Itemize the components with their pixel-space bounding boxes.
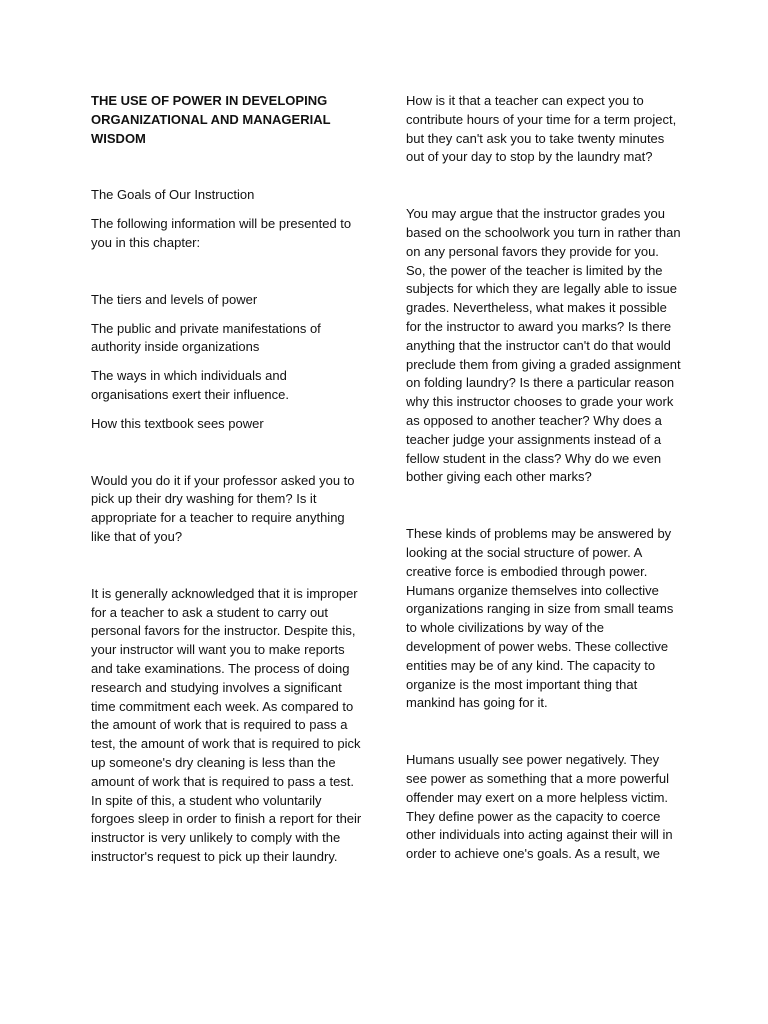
paragraph: Would you do it if your professor asked you to pick up their dry washing for them? Is it appropriate for a teacher to require anything like that of you? — [91, 472, 355, 544]
paragraph: It is generally acknowledged that it is improper for a teacher to ask a student to carry out personal favors for the instructor. Despite this, your instructor will want you to make reports and take examinations. The process of doing research and studying involves a significant time commitment each week. As compared to the amount of work that is required to pass a test, the amount of work that is required to pick up someone's dry cleaning is less than the amount of work that is required to pass a test. In spite of this, a student who voluntarily forgoes sleep in order to finish a report for their instructor is very unlikely to comply with the instructor's request to pick up their laundry. — [91, 585, 362, 864]
list-item: The ways in which individuals and organisations exert their influence. — [91, 368, 290, 402]
paragraph: How is it that a teacher can expect you to contribute hours of your time for a term project, but they can't ask you to take twenty minutes out of your day to stop by the laundry mat? — [406, 93, 677, 165]
section-heading: The Goals of Our Instruction — [91, 187, 255, 203]
right-column — [406, 92, 682, 864]
paragraph: You may argue that the instructor grades you based on the schoolwork you turn in rather than on any personal favors they provide for you. So, the power of the teacher is limited by the subjects for which they are legally able to issue grades. Nevertheless, what makes it possible for the instructor to award you marks? Is there anything that the instructor can't do that would preclude them from giving a graded assignment on folding laundry? Is there a particular reason why this instructor chooses to grade your work as opposed to another teacher? Why does a teacher judge your assignments instead of a fellow student in the class? Why do we even bother giving each other marks? — [406, 206, 681, 485]
paragraph: The following information will be presented to you in this chapter: — [91, 216, 352, 250]
paragraph: Humans usually see power negatively. They see power as something that a more powerful offender may exert on a more helpless victim. They define power as the capacity to coerce other individuals into acting against their will in order to achieve one's goals. As a result, we — [406, 752, 673, 862]
list-item: The public and private manifestations of authority inside organizations — [91, 320, 321, 355]
list-item: The tiers and levels of power — [91, 291, 258, 307]
paragraph: These kinds of problems may be answered by looking at the social structure of power. A creative force is embodied through power. Humans organize themselves into collective organizations ranging in size from small teams to whole civilizations by way of the development of power webs. These collective entities may be of any kind. The capacity to organize is the most important thing that mankind has going for it. — [406, 526, 674, 711]
left-column — [91, 92, 363, 867]
document-title: THE USE OF POWER IN DEVELOPING ORGANIZATIONAL AND MANAGERIAL WISDOM — [91, 93, 331, 146]
list-item: How this textbook sees power — [91, 415, 264, 431]
